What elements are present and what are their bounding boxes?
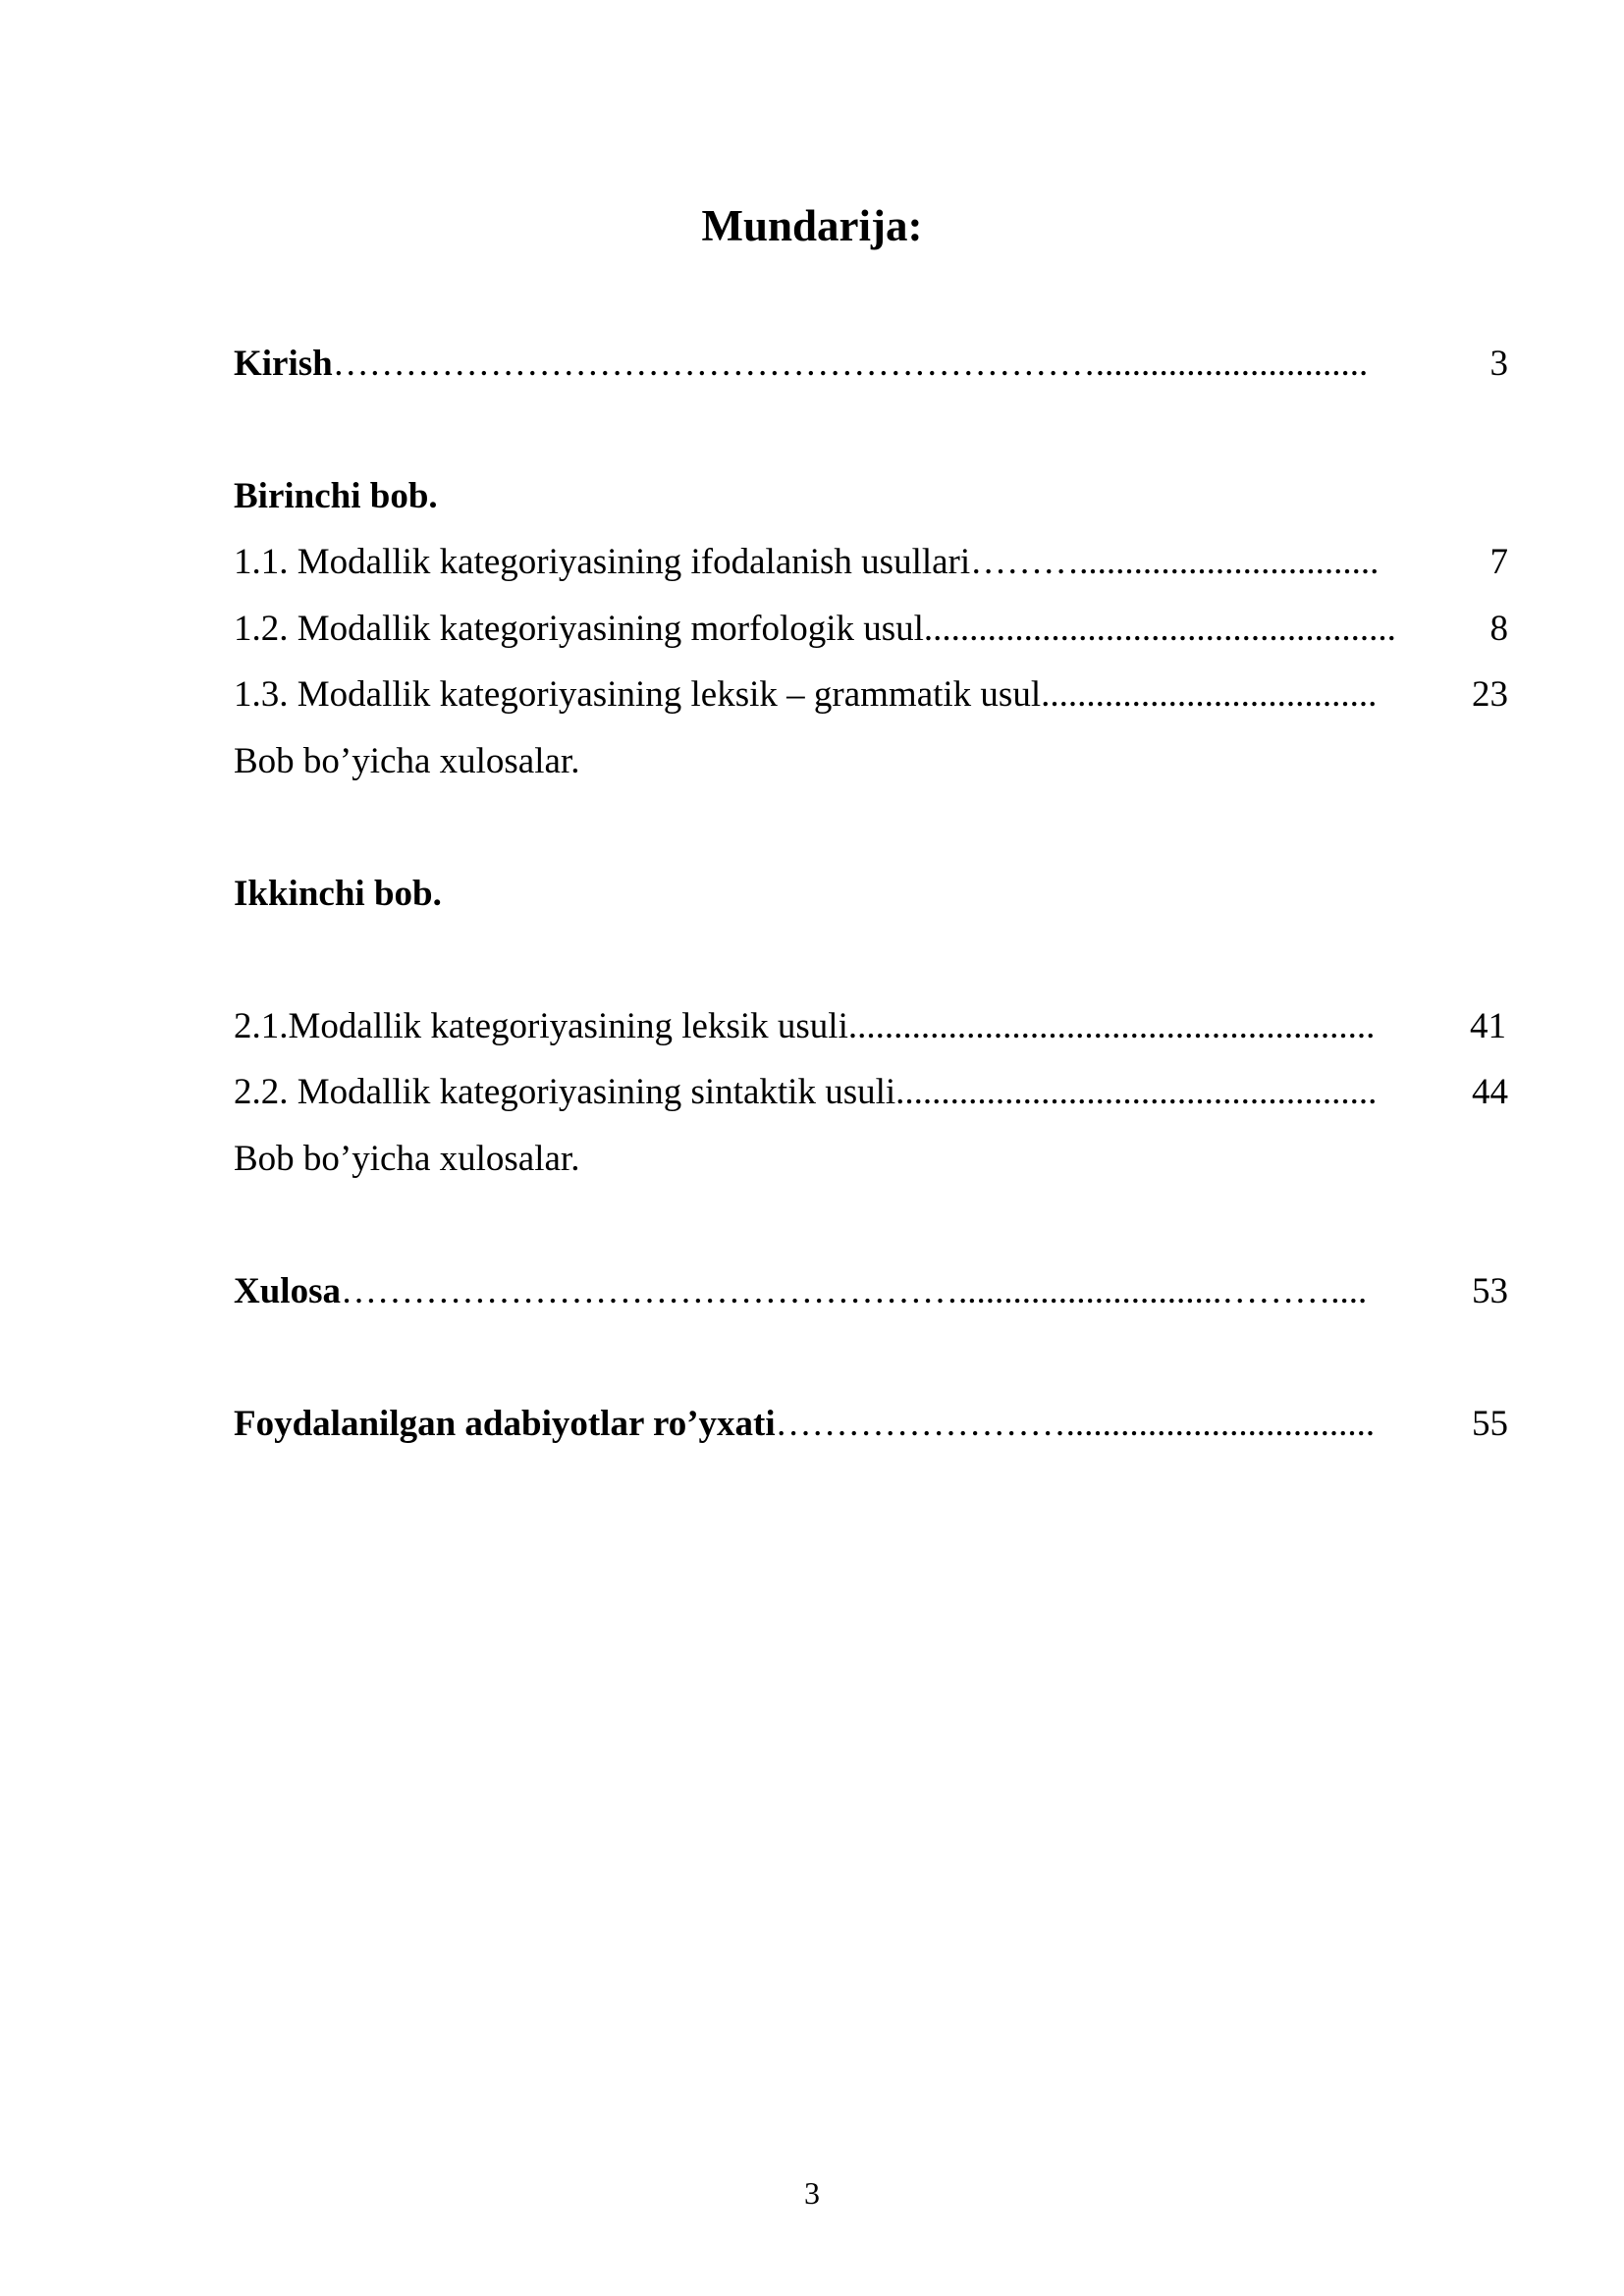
toc-page-number: 8 <box>1489 609 1508 649</box>
toc-entry: 1.2. Modallik kategoriyasining morfologik usul.................................................... <box>234 609 1396 649</box>
chapter-conclusion: Bob bo’yicha xulosalar. <box>234 741 580 781</box>
toc-leader-dots: …………………………………………….............................……….... <box>340 1271 1368 1311</box>
toc-entry: 2.1.Modallik kategoriyasining leksik usuli.......................................................... <box>234 1006 1376 1046</box>
toc-page-number: 23 <box>1472 674 1508 715</box>
toc-page-number: 53 <box>1472 1271 1508 1311</box>
chapter-heading: Ikkinchi bob. <box>234 874 442 914</box>
chapter-conclusion: Bob bo’yicha xulosalar. <box>234 1139 580 1179</box>
toc-entry: 1.3. Modallik kategoriyasining leksik – grammatik usul..................................... <box>234 674 1378 715</box>
page-title: Mundarija: <box>701 201 923 250</box>
toc-entry: 2.2. Modallik kategoriyasining sintaktik usuli..................................................... <box>234 1072 1378 1112</box>
toc-page-number: 7 <box>1489 542 1508 582</box>
toc-entry-label: Foydalanilgan adabiyotlar ro’yxati <box>234 1404 776 1444</box>
toc-page-number: 3 <box>1489 344 1508 384</box>
toc-page-number: 44 <box>1472 1072 1508 1112</box>
toc-entry-references <box>234 1400 1375 1449</box>
toc-entry: 1.1. Modallik kategoriyasining ifodalanish usullari………................................. <box>234 542 1380 582</box>
toc-entry-xulosa <box>234 1267 1367 1316</box>
page-number: 3 <box>804 2175 820 2211</box>
toc-entry-label: Kirish <box>234 344 333 384</box>
toc-page-number: 41 <box>1470 1006 1506 1046</box>
toc-leader-dots: ……………………………………………………….............................. <box>332 344 1369 384</box>
toc-entry-kirish <box>234 340 1368 389</box>
toc-entry-label: Xulosa <box>234 1271 341 1311</box>
toc-page-number: 55 <box>1472 1404 1508 1444</box>
toc-leader-dots: …………………….................................. <box>775 1404 1376 1444</box>
chapter-heading: Birinchi bob. <box>234 476 438 516</box>
